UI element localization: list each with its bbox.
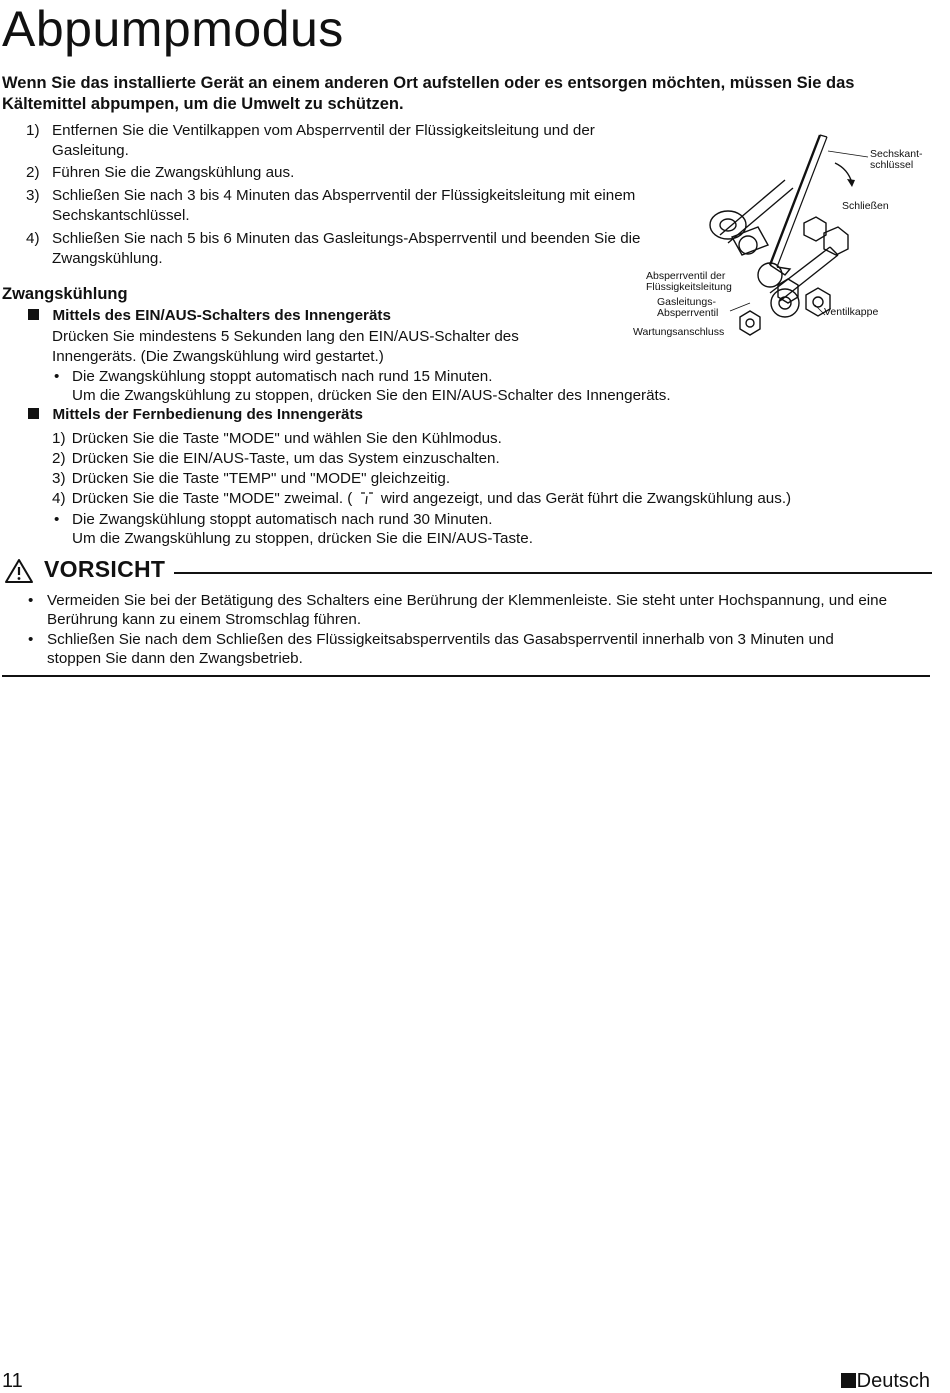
caution-header bbox=[2, 554, 932, 586]
page-number: 11 bbox=[2, 1370, 23, 1392]
page-title: Abpumpmodus bbox=[2, 1, 344, 57]
caution-bullet2-line2: stoppen Sie dann den Zwangsbetrieb. bbox=[47, 650, 303, 667]
section-divider bbox=[2, 675, 930, 677]
section2-header bbox=[28, 406, 363, 424]
step-number: 3) bbox=[52, 470, 66, 487]
hex-wrench bbox=[770, 135, 820, 265]
step-number: 1) bbox=[26, 122, 40, 139]
section1-line2: Innengeräts. (Die Zwangskühlung wird gestartet.) bbox=[52, 348, 384, 365]
intro-text: Wenn Sie das installierte Gerät an einem anderen Ort aufstellen oder es entsorgen möchten, müssen Sie das Kältemittel abpumpen, um die Umwelt zu schützen. bbox=[2, 74, 855, 113]
flange bbox=[710, 211, 746, 239]
step-number: 1) bbox=[52, 430, 66, 447]
step-number: 4) bbox=[52, 490, 66, 507]
step-text: Drücken Sie die EIN/AUS-Taste, um das System einzuschalten. bbox=[71, 450, 500, 467]
label-valve-cap: Ventilkappe bbox=[824, 306, 879, 318]
step-text: Drücken Sie die Taste "TEMP" und "MODE" gleichzeitig. bbox=[71, 470, 451, 487]
service-port-nut bbox=[740, 311, 760, 335]
section1-bullet2: Um die Zwangskühlung zu stoppen, drücken Sie den EIN/AUS-Schalter des Innengeräts. bbox=[72, 387, 671, 404]
step-2 bbox=[26, 163, 636, 183]
label-liquid-valve: Absperrventil der bbox=[646, 270, 726, 282]
step-text: Schließen Sie nach 5 bis 6 Minuten das Gasleitungs-Absperrventil und beenden Sie die Zwangskühlung. bbox=[52, 230, 641, 267]
label-gas-valve-2: Absperrventil bbox=[657, 307, 719, 319]
step-number: 3) bbox=[26, 187, 40, 204]
step-3 bbox=[26, 186, 636, 226]
label-hex-wrench: Sechskant- bbox=[870, 148, 923, 160]
gas-pipe bbox=[770, 247, 830, 293]
section2-step bbox=[52, 429, 502, 449]
liquid-valve-body bbox=[732, 227, 768, 255]
step-text-post: wird angezeigt, und das Gerät führt die Zwangskühlung aus.) bbox=[380, 490, 792, 507]
cooling-display-icon bbox=[357, 490, 377, 506]
label-gas-valve: Gasleitungs- bbox=[657, 296, 716, 308]
step-text: Drücken Sie die Taste "MODE" und wählen Sie den Kühlmodus. bbox=[71, 430, 502, 447]
step-text: Entfernen Sie die Ventilkappen vom Absperrventil der Flüssigkeitsleitung und der Gasleitung. bbox=[52, 122, 595, 159]
bullet-dot: • bbox=[54, 511, 60, 528]
section1-line1: Drücken Sie mindestens 5 Sekunden lang den EIN/AUS-Schalter des bbox=[52, 328, 519, 345]
square-bullet-icon bbox=[28, 408, 39, 419]
section2-step bbox=[52, 469, 450, 489]
section-heading: Zwangskühlung bbox=[2, 285, 128, 303]
caution-rule bbox=[174, 572, 932, 574]
bullet-dot: • bbox=[54, 368, 60, 385]
label-liquid-valve-2: Flüssigkeitsleitung bbox=[646, 281, 732, 293]
step-4 bbox=[26, 229, 641, 269]
step-number: 4) bbox=[26, 230, 40, 247]
rotation-arrow-head bbox=[847, 179, 855, 187]
bullet-dot: • bbox=[28, 631, 34, 648]
section2-title: Mittels der Fernbedienung des Innengeräts bbox=[52, 406, 364, 423]
square-bullet-icon bbox=[28, 309, 39, 320]
caution-label: VORSICHT bbox=[44, 556, 166, 582]
square-bullet-icon bbox=[841, 1373, 856, 1388]
section2-step-4 bbox=[52, 489, 791, 509]
step-number: 2) bbox=[26, 164, 40, 181]
label-hex-wrench-2: schlüssel bbox=[870, 159, 914, 171]
section2-bullet1: Die Zwangskühlung stoppt automatisch nach rund 30 Minuten. bbox=[72, 511, 493, 528]
warning-triangle-icon bbox=[4, 558, 34, 584]
valve-diagram bbox=[620, 125, 940, 350]
section1-header bbox=[28, 307, 391, 325]
footer-language bbox=[841, 1370, 930, 1393]
step-number: 2) bbox=[52, 450, 66, 467]
caution-bullet1-line2: Berührung kann zu einem Stromschlag führen. bbox=[47, 611, 362, 628]
section1-title: Mittels des EIN/AUS-Schalters des Innengeräts bbox=[52, 307, 391, 324]
liquid-pipe bbox=[720, 180, 785, 235]
caution-bullet1-line1: Vermeiden Sie bei der Betätigung des Schalters eine Berührung der Klemmenleiste. Sie steht unter Hochspannung, und eine bbox=[47, 592, 888, 609]
step-text: Schließen Sie nach 3 bis 4 Minuten das Absperrventil der Flüssigkeitsleitung mit einem Sechskantschlüssel. bbox=[52, 187, 636, 224]
step-text: Führen Sie die Zwangskühlung aus. bbox=[52, 164, 295, 181]
caution-bullet2-line1: Schließen Sie nach dem Schließen des Flüssigkeitsabsperrventils das Gasabsperrventil innerhalb von 3 Minuten und bbox=[47, 631, 834, 648]
language-label: Deutsch bbox=[856, 1370, 930, 1392]
label-service-port: Wartungsanschluss bbox=[633, 326, 725, 338]
step-text-pre: Drücken Sie die Taste "MODE" zweimal. ( bbox=[71, 490, 353, 507]
section1-bullet1: Die Zwangskühlung stoppt automatisch nach rund 15 Minuten. bbox=[72, 368, 493, 385]
section2-step bbox=[52, 449, 500, 469]
label-close: Schließen bbox=[842, 200, 889, 212]
bullet-dot: • bbox=[28, 592, 34, 609]
step-1 bbox=[26, 121, 636, 161]
section2-bullet2: Um die Zwangskühlung zu stoppen, drücken Sie die EIN/AUS-Taste. bbox=[72, 530, 533, 547]
